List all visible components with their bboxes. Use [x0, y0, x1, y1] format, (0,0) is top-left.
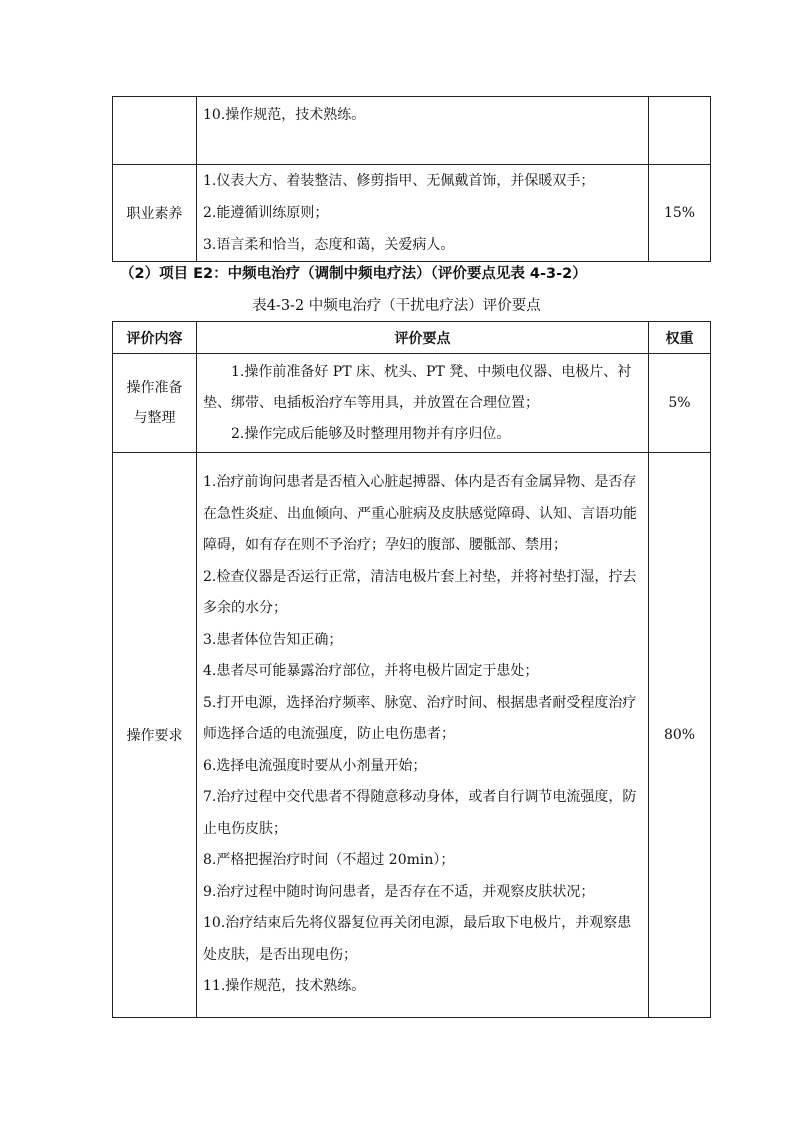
criteria-cell	[197, 354, 649, 453]
table-row	[113, 165, 711, 262]
criteria-item: 2.操作完成后能够及时整理用物并有序归位。	[231, 425, 511, 442]
category-cell	[113, 354, 197, 453]
category-line: 操作准备	[126, 380, 183, 396]
criteria-cell	[197, 97, 649, 165]
criteria-item: 11.操作规范，技术熟练。	[203, 978, 366, 995]
category-cell	[113, 97, 197, 165]
table-row	[113, 97, 711, 165]
criteria-item: 8.严格把握治疗时间（不超过 20min）；	[203, 852, 455, 869]
table-header-row	[113, 322, 711, 354]
weight-cell	[649, 97, 711, 165]
criteria-cell	[197, 165, 649, 262]
top-table	[112, 96, 711, 262]
criteria-item: 6.选择电流强度时要从小剂量开始；	[203, 757, 427, 774]
criteria-cell	[197, 453, 649, 1018]
category-cell: 操作要求	[113, 453, 197, 1018]
criteria-item: 10.治疗结束后先将仪器复位再关闭电源，最后取下电极片，并观察患处皮肤，是否出现电伤；	[203, 915, 632, 963]
header-cell: 权重	[649, 322, 711, 354]
table-row	[113, 354, 711, 453]
table-caption: 表4-3-2 中频电治疗（干扰电疗法）评价要点	[252, 298, 541, 314]
criteria-item: 7.治疗过程中交代患者不得随意移动身体，或者自行调节电流强度，防止电伤皮肤；	[203, 789, 637, 837]
category-cell: 职业素养	[113, 165, 197, 262]
category-line: 与整理	[133, 410, 176, 426]
criteria-item: 1.治疗前询问患者是否植入心脏起搏器、体内是否有金属异物、是否存在急性炎症、出血倾向、严重心脏病及皮肤感觉障碍、认知、言语功能障碍，如有存在则不予治疗；孕妇的腹部、腰骶部、禁用；	[203, 474, 637, 554]
header-cell: 评价内容	[113, 322, 197, 354]
criteria-item: 2.能遵循训练原则；	[203, 205, 329, 221]
table-row	[113, 453, 711, 1018]
header-cell: 评价要点	[197, 322, 649, 354]
criteria-item: 5.打开电源，选择治疗频率、脉宽、治疗时间、根据患者耐受程度治疗师选择合适的电流强度，防止电伤患者；	[203, 694, 637, 743]
criteria-item: 9.治疗过程中随时询问患者，是否存在不适，并观察皮肤状况；	[203, 883, 595, 900]
criteria-item: 2.检查仪器是否运行正常，清洁电极片套上衬垫，并将衬垫打湿，拧去多余的水分；	[203, 568, 637, 617]
weight-cell: 15%	[649, 165, 711, 262]
section-heading: （2）项目 E2：中频电治疗（调制中频电疗法）（评价要点见表 4-3-2）	[120, 266, 587, 282]
criteria-item: 1.操作前准备好 PT 床、枕头、PT 凳、中频电仪器、电极片、衬垫、绑带、电插板治疗车等用具，并放置在合理位置；	[203, 363, 632, 411]
criteria-item: 3.患者体位告知正确；	[203, 631, 343, 648]
criteria-item: 1.仪表大方、着装整洁、修剪指甲、无佩戴首饰，并保暖双手；	[203, 173, 595, 189]
criteria-item: 10.操作规范，技术熟练。	[203, 107, 366, 123]
weight-cell: 80%	[649, 453, 711, 1018]
criteria-item: 4.患者尽可能暴露治疗部位，并将电极片固定于患处；	[203, 663, 539, 680]
criteria-item: 3.语言柔和恰当，态度和蔼，关爱病人。	[203, 237, 455, 253]
evaluation-table	[112, 321, 711, 1018]
weight-cell: 5%	[649, 354, 711, 453]
